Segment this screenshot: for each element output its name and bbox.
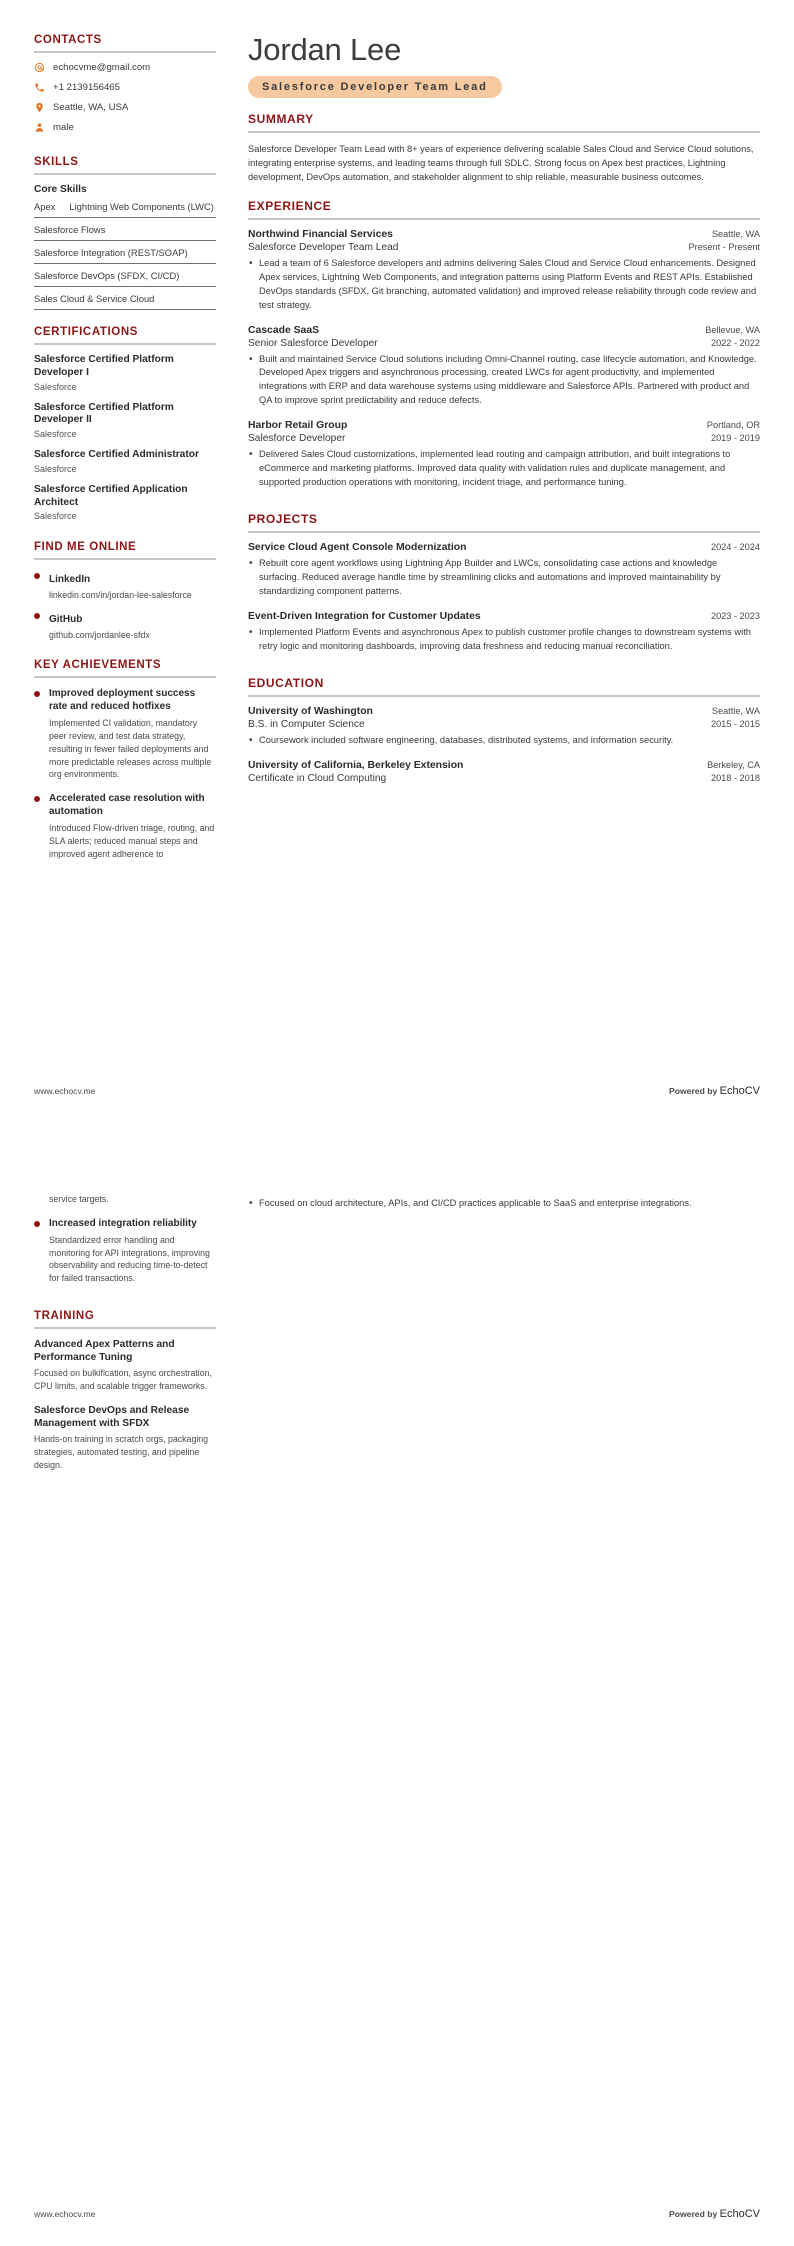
section-key-achievements xyxy=(34,659,216,860)
education-degree: Certificate in Cloud Computing xyxy=(248,772,387,784)
certification-org: Salesforce xyxy=(34,463,77,474)
skill-chip: Salesforce Integration (REST/SOAP) xyxy=(34,247,188,258)
contact-phone-value: +1 2139156465 xyxy=(53,82,120,93)
training-desc: Hands-on training in scratch orgs, packaging strategies, automated testing, and pipeline design. xyxy=(34,1434,209,1470)
project-entry xyxy=(248,611,760,654)
link-label: LinkedIn xyxy=(49,574,91,586)
contact-gender-value: male xyxy=(53,122,74,133)
experience-heading: EXPERIENCE xyxy=(248,198,332,213)
experience-entry xyxy=(248,420,760,490)
certification-name: Salesforce Certified Platform Developer I xyxy=(34,354,174,378)
skill-chip: Apex xyxy=(34,201,56,212)
certification-org: Salesforce xyxy=(34,429,77,439)
footer-website[interactable]: www.echocv.me xyxy=(34,2209,96,2219)
experience-bullets xyxy=(248,448,760,490)
training-title: Salesforce DevOps and Release Management with SFDX xyxy=(34,1404,190,1429)
projects-divider xyxy=(248,531,760,533)
section-skills xyxy=(34,156,216,310)
summary-heading: SUMMARY xyxy=(248,111,314,126)
project-dates: 2024 - 2024 xyxy=(710,542,760,553)
footer-website[interactable]: www.echocv.me xyxy=(34,1086,96,1096)
experience-bullets xyxy=(248,353,760,409)
section-contacts xyxy=(34,34,216,133)
achievement-title: Improved deployment success rate and reduced hotfixes xyxy=(49,688,196,713)
skill-row xyxy=(34,293,216,310)
person-icon xyxy=(34,122,45,133)
certification-org: Salesforce xyxy=(34,381,77,392)
skill-chip: Salesforce Flows xyxy=(34,224,106,235)
certifications-heading: CERTIFICATIONS xyxy=(34,326,139,338)
summary-text: Salesforce Developer Team Lead with 8+ years of experience delivering scalable Sales Cloud and Service Cloud solutions, integrating enterprise systems, and leading teams through full SDLC. Strong focus on Apex best practices, Lightning development, DevOps automation, and stakeholder alignment to ship reliable, measurable business outcomes. xyxy=(248,143,754,183)
link-url[interactable]: linkedin.com/in/jordan-lee-salesforce xyxy=(49,590,192,601)
education-location: Seattle, WA xyxy=(711,705,760,716)
section-education xyxy=(248,676,760,784)
experience-entry xyxy=(248,325,760,409)
training-item xyxy=(34,1338,216,1393)
project-bullets xyxy=(248,626,760,654)
skills-heading: SKILLS xyxy=(34,156,79,168)
find-me-online-divider xyxy=(34,558,216,560)
achievement-desc: Introduced Flow-driven triage, routing, and SLA alerts; reduced manual steps and improved agent adherence to xyxy=(49,823,215,859)
certification-name: Salesforce Certified Platform Developer II xyxy=(34,401,174,426)
skill-chip: Sales Cloud & Service Cloud xyxy=(34,293,155,304)
certification-item xyxy=(34,484,216,522)
skill-row xyxy=(34,270,216,287)
project-title: Service Cloud Agent Console Modernization xyxy=(248,542,467,554)
education-heading: EDUCATION xyxy=(248,675,324,690)
footer-brand-name: EchoCV xyxy=(719,1085,760,1097)
achievement-title: Accelerated case resolution with automation xyxy=(49,793,205,817)
footer-powered-by-label: Powered by xyxy=(669,2209,720,2219)
experience-role: Salesforce Developer Team Lead xyxy=(248,241,399,253)
footer-brand xyxy=(669,2208,760,2220)
footer-brand xyxy=(669,1085,760,1097)
experience-entry xyxy=(248,229,760,313)
contact-email[interactable] xyxy=(34,62,216,73)
section-projects xyxy=(248,512,760,654)
contact-phone[interactable] xyxy=(34,82,216,93)
summary-divider xyxy=(248,131,760,133)
education-entry xyxy=(248,760,760,784)
contact-email-value: echocvme@gmail.com xyxy=(53,62,151,73)
bullet: • Coursework included software engineering, databases, distributed systems, and information security. xyxy=(248,734,760,748)
experience-divider xyxy=(248,218,760,220)
education-divider xyxy=(248,695,760,697)
contact-gender xyxy=(34,122,216,133)
link-label: GitHub xyxy=(49,614,83,626)
page-footer xyxy=(34,1085,760,1097)
page-header xyxy=(248,34,760,98)
education-dates: 2015 - 2015 xyxy=(710,718,760,729)
skill-chip: Lightning Web Components (LWC) xyxy=(69,201,214,212)
achievement-continuation-text: service targets. xyxy=(49,1194,109,1204)
section-find-me-online xyxy=(34,541,216,640)
projects-heading: PROJECTS xyxy=(248,512,318,527)
experience-org: Cascade SaaS xyxy=(248,324,320,336)
education-dates: 2018 - 2018 xyxy=(710,772,760,783)
education-org: University of California, Berkeley Extension xyxy=(248,759,464,771)
certification-name: Salesforce Certified Administrator xyxy=(34,449,199,460)
section-certifications xyxy=(34,326,216,521)
experience-bullets xyxy=(248,257,760,313)
experience-org: Harbor Retail Group xyxy=(248,420,348,432)
section-training xyxy=(34,1310,216,1472)
achievement-item xyxy=(34,687,216,781)
bullet-dot-icon xyxy=(34,573,40,579)
certification-name: Salesforce Certified Application Architect xyxy=(34,483,188,508)
page-title: Jordan Lee xyxy=(248,32,402,67)
certification-item xyxy=(34,449,216,474)
contact-location-value: Seattle, WA, USA xyxy=(53,102,129,113)
contacts-divider xyxy=(34,51,216,53)
experience-dates: 2019 - 2019 xyxy=(710,433,760,444)
link-item-linkedin[interactable] xyxy=(34,569,216,600)
training-heading: TRAINING xyxy=(34,1309,95,1322)
achievement-continuation xyxy=(34,1193,216,1206)
education-bullets xyxy=(248,734,760,748)
certification-item xyxy=(34,402,216,440)
location-pin-icon xyxy=(34,102,45,113)
skill-row xyxy=(34,224,216,241)
achievement-desc: Standardized error handling and monitoring for API integrations, improving observability and reducing time-to-detect for failed transactions. xyxy=(49,1234,210,1283)
resume-page-2 xyxy=(0,1123,794,2246)
achievement-desc: Implemented CI validation, mandatory peer review, and test data strategy, resulting in fewer failed deployments and more predictable releases across multiple org environments. xyxy=(49,718,212,780)
phone-icon xyxy=(34,82,45,93)
achievement-item xyxy=(34,1217,216,1285)
link-item-github[interactable] xyxy=(34,609,216,640)
bullet: • Lead a team of 6 Salesforce developers and admins delivering Sales Cloud and Service Cloud enhancements. Designed Apex services, Lightning Web Components, and integration patterns using Platform Events and REST APIs. Established DevOps standards (SFDX, Git branching, automated validation) and improved release reliability through code review and test strategy. xyxy=(248,257,760,313)
contact-location xyxy=(34,102,216,113)
main-column-continued xyxy=(234,1157,760,1483)
education-org: University of Washington xyxy=(248,705,373,717)
key-achievements-heading: KEY ACHIEVEMENTS xyxy=(34,659,162,672)
footer-powered-by-label: Powered by xyxy=(669,1086,720,1096)
training-title: Advanced Apex Patterns and Performance Tuning xyxy=(34,1338,175,1363)
project-dates: 2023 - 2023 xyxy=(710,610,760,621)
bullet-dot-icon xyxy=(34,1221,40,1227)
experience-location: Bellevue, WA xyxy=(705,324,760,335)
skill-row xyxy=(34,201,216,218)
training-divider xyxy=(34,1327,216,1329)
job-title-badge: Salesforce Developer Team Lead xyxy=(248,76,502,98)
bullet: • Focused on cloud architecture, APIs, and CI/CD practices applicable to SaaS and enterprise integrations. xyxy=(248,1197,760,1211)
sidebar xyxy=(34,34,234,871)
email-icon xyxy=(34,62,45,73)
skill-chip: Salesforce DevOps (SFDX, CI/CD) xyxy=(34,270,180,281)
experience-dates: Present - Present xyxy=(688,241,760,252)
education-degree: B.S. in Computer Science xyxy=(248,718,365,730)
experience-role: Salesforce Developer xyxy=(248,433,346,445)
bullet: • Implemented Platform Events and asynchronous Apex to publish customer profile changes to downstream systems with retry logic and monitoring dashboards, improving data freshness and reducing manual reconciliation. xyxy=(248,626,760,654)
section-experience xyxy=(248,199,760,490)
footer-brand-name: EchoCV xyxy=(719,2208,760,2220)
experience-location: Portland, OR xyxy=(706,420,760,431)
find-me-online-heading: FIND ME ONLINE xyxy=(34,541,137,554)
bullet: • Built and maintained Service Cloud solutions including Omni-Channel routing, case lifecycle automation, and Knowledge. Developed Apex triggers and asynchronous processing, created LWCs for agent productivity, and implemented integrations with ERP and data warehouse systems using middleware and Salesforce APIs. Partnered with product and QA to improve sprint predictability and reduce defects. xyxy=(248,353,760,409)
experience-org: Northwind Financial Services xyxy=(248,228,393,240)
bullet: • Rebuilt core agent workflows using Lightning App Builder and LWCs, consolidating case actions and knowledge surfacing. Reduced average handle time by streamlining clicks and automations and improved maintainability by standardizing component patterns. xyxy=(248,557,760,599)
education-entry xyxy=(248,706,760,748)
certification-item xyxy=(34,354,216,392)
contacts-heading: CONTACTS xyxy=(34,34,102,46)
sidebar-continued xyxy=(34,1157,234,1483)
certification-org: Salesforce xyxy=(34,511,77,522)
project-title: Event-Driven Integration for Customer Updates xyxy=(248,610,481,622)
experience-role: Senior Salesforce Developer xyxy=(248,337,378,349)
experience-location: Seattle, WA xyxy=(711,228,760,239)
skill-row xyxy=(34,247,216,264)
main-column xyxy=(234,34,760,871)
project-entry xyxy=(248,542,760,599)
skills-group-title: Core Skills xyxy=(34,184,87,195)
bullet-dot-icon xyxy=(34,796,40,802)
training-item xyxy=(34,1404,216,1472)
education-bullets-continued xyxy=(248,1197,760,1211)
bullet-dot-icon xyxy=(34,691,40,697)
achievement-title: Increased integration reliability xyxy=(49,1217,197,1229)
education-location: Berkeley, CA xyxy=(707,759,760,770)
project-bullets xyxy=(248,557,760,599)
experience-dates: 2022 - 2022 xyxy=(710,337,760,348)
link-url[interactable]: github.com/jordanlee-sfdx xyxy=(49,630,150,641)
bullet-dot-icon xyxy=(34,613,40,619)
bullet: • Delivered Sales Cloud customizations, implemented lead routing and campaign attribution, and built integrations to eCommerce and marketing platforms. Improved data quality with validation rules and duplicate management, and supported production operations with monitoring, incident triage, and performance tuning. xyxy=(248,448,760,490)
skills-divider xyxy=(34,173,216,175)
certifications-divider xyxy=(34,343,216,345)
training-desc: Focused on bulkification, async orchestration, CPU limits, and scalable trigger frameworks. xyxy=(34,1368,212,1391)
section-summary xyxy=(248,112,760,185)
key-achievements-divider xyxy=(34,676,216,678)
page-footer xyxy=(34,2208,760,2220)
achievement-item xyxy=(34,792,216,860)
